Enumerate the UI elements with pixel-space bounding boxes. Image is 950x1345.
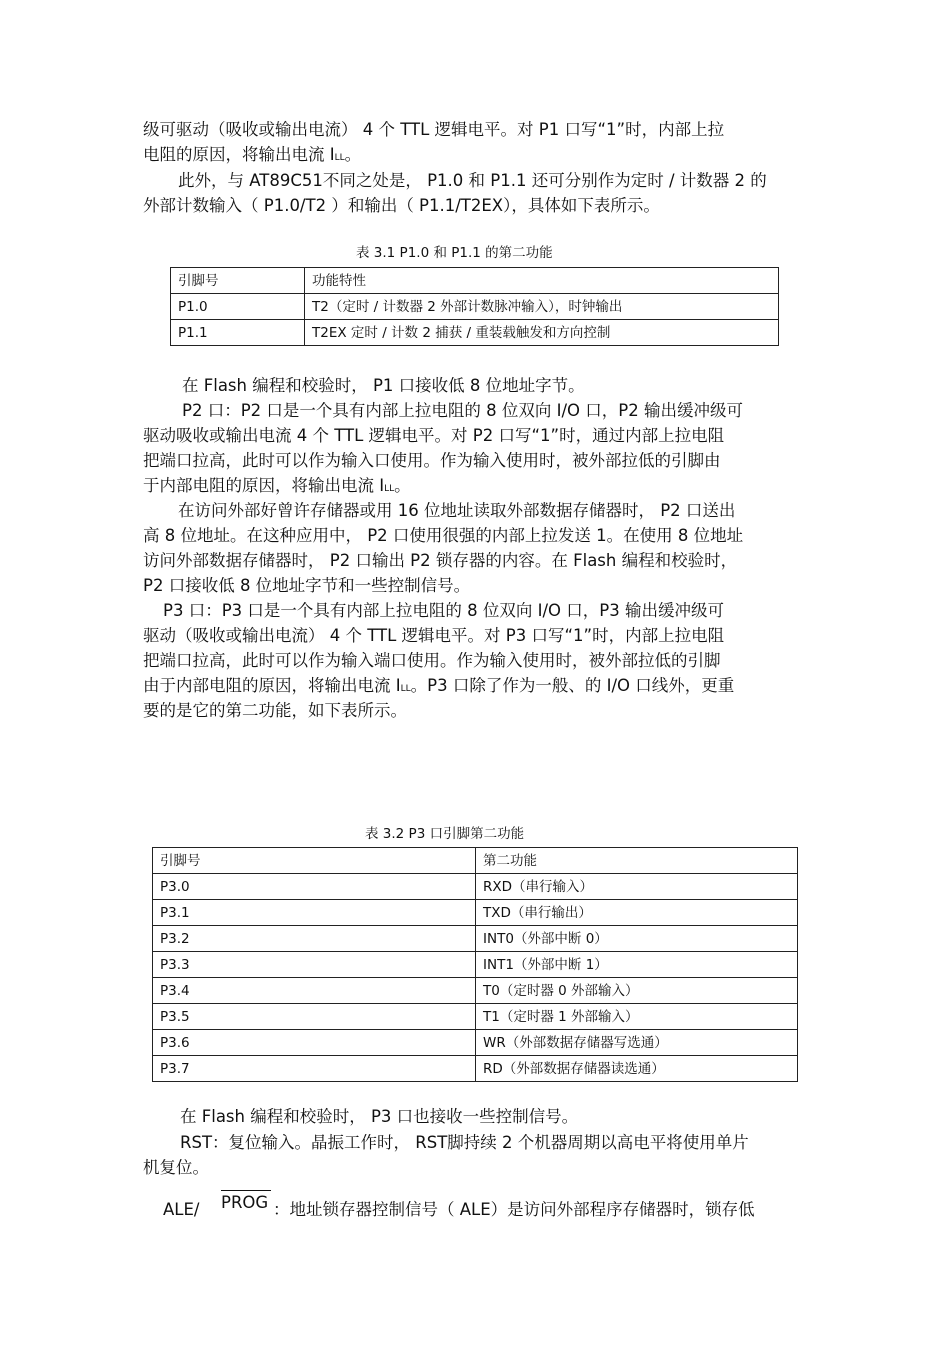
table-cell: P3.3 [153, 952, 476, 978]
table-cell: P3.2 [153, 926, 476, 952]
table-row [153, 1056, 798, 1082]
table-header-row [153, 848, 798, 874]
table-cell: T0（定时器 0 外部输入） [476, 978, 798, 1004]
text-fragment: 。P3 口除了作为一般、的 I/O 口线外，更重 [410, 676, 735, 695]
table-row [153, 978, 798, 1004]
subscript: LL [334, 153, 345, 163]
table2 [152, 847, 798, 1082]
text-fragment: 电阻的原因，将输出电流 I [143, 145, 335, 164]
table-cell: RXD（串行输入） [476, 874, 798, 900]
text-fragment: 。 [394, 476, 411, 495]
table-header-row [171, 268, 779, 294]
text-line: 机复位。 [143, 1158, 209, 1177]
table-cell: INT0（外部中断 0） [476, 926, 798, 952]
table-row [153, 900, 798, 926]
table-cell: P3.4 [153, 978, 476, 1004]
table-cell: T1（定时器 1 外部输入） [476, 1004, 798, 1030]
table-cell: P3.5 [153, 1004, 476, 1030]
text-line: 驱动（吸收或输出电流） 4 个 TTL 逻辑电平。对 P3 口写“1”时，内部上拉电阻 [143, 626, 725, 645]
text-line [143, 474, 808, 501]
table2-caption: 表 3.2 P3 口引脚第二功能 [365, 826, 525, 842]
text-line: 高 8 位地址。在这种应用中， P2 口使用很强的内部上拉发送 1。在使用 8 位地址 [143, 526, 744, 545]
text-line: 此外，与 AT89C51不同之处是， P1.0 和 P1.1 还可分别作为定时 / 计数器 2 的 [178, 171, 767, 190]
table-header-cell: 第二功能 [476, 848, 798, 874]
text-line: 外部计数输入（ P1.0/T2 ）和输出（ P1.1/T2EX），具体如下表所示。 [143, 196, 660, 215]
text-line: 访问外部数据存储器时， P2 口输出 P2 锁存器的内容。在 Flash 编程和校验时， [143, 551, 738, 570]
prog-label: PROG [221, 1193, 269, 1212]
text-line: ：地址锁存器控制信号（ ALE）是访问外部程序存储器时，锁存低 [273, 1200, 755, 1219]
table-cell: T2EX 定时 / 计数 2 捕获 / 重装载触发和方向控制 [305, 320, 779, 346]
table-header-cell: 引脚号 [153, 848, 476, 874]
text-line: RST：复位输入。晶振工作时， RST脚持续 2 个机器周期以高电平将使用单片 [180, 1133, 749, 1152]
table-cell: P3.1 [153, 900, 476, 926]
text-line: 把端口拉高，此时可以作为输入口使用。作为输入使用时，被外部拉低的引脚由 [143, 451, 721, 470]
subscript: LL [400, 684, 411, 694]
table-cell: P3.7 [153, 1056, 476, 1082]
table-cell: T2（定时 / 计数器 2 外部计数脉冲输入），时钟输出 [305, 294, 779, 320]
text-line: P2 口接收低 8 位地址字节和一些控制信号。 [143, 576, 471, 595]
text-line [143, 674, 808, 701]
table-cell: WR（外部数据存储器写选通） [476, 1030, 798, 1056]
text-line: P2 口：P2 口是一个具有内部上拉电阻的 8 位双向 I/O 口，P2 输出缓冲级可 [182, 401, 743, 420]
table1 [170, 267, 779, 346]
table-cell: P3.0 [153, 874, 476, 900]
prog-overline [221, 1190, 271, 1191]
table-cell: INT1（外部中断 1） [476, 952, 798, 978]
text-fragment: 由于内部电阻的原因，将输出电流 I [143, 676, 401, 695]
table-header-cell: 功能特性 [305, 268, 779, 294]
ale-label: ALE/ [163, 1200, 200, 1219]
table-row [171, 294, 779, 320]
table-row [153, 926, 798, 952]
table-cell: P1.0 [171, 294, 305, 320]
table1-caption: 表 3.1 P1.0 和 P1.1 的第二功能 [356, 245, 553, 261]
table-cell: TXD（串行输出） [476, 900, 798, 926]
table-row [153, 952, 798, 978]
table-row [171, 320, 779, 346]
table-cell: P3.6 [153, 1030, 476, 1056]
text-fragment: 。 [344, 145, 362, 164]
text-line: 级可驱动（吸收或输出电流） 4 个 TTL 逻辑电平。对 P1 口写“1”时，内部上拉 [143, 120, 725, 139]
table-cell: P1.1 [171, 320, 305, 346]
text-line: 在 Flash 编程和校验时， P1 口接收低 8 位地址字节。 [182, 376, 585, 395]
table-header-cell: 引脚号 [171, 268, 305, 294]
text-line: 在访问外部好曾许存储器或用 16 位地址读取外部数据存储器时， P2 口送出 [178, 501, 736, 520]
text-line: 把端口拉高，此时可以作为输入端口使用。作为输入使用时，被外部拉低的引脚 [143, 651, 721, 670]
table-row [153, 1004, 798, 1030]
table-cell: RD（外部数据存储器读选通） [476, 1056, 798, 1082]
table-row [153, 1030, 798, 1056]
text-line [143, 143, 808, 170]
text-line: 驱动吸收或输出电流 4 个 TTL 逻辑电平。对 P2 口写“1”时，通过内部上拉电阻 [143, 426, 725, 445]
text-line: 在 Flash 编程和校验时， P3 口也接收一些控制信号。 [180, 1107, 579, 1126]
text-line: 要的是它的第二功能，如下表所示。 [143, 701, 407, 720]
subscript: LL [384, 484, 395, 494]
table-row [153, 874, 798, 900]
text-line: P3 口：P3 口是一个具有内部上拉电阻的 8 位双向 I/O 口，P3 输出缓冲级可 [163, 601, 724, 620]
text-fragment: 于内部电阻的原因，将输出电流 I [143, 476, 385, 495]
